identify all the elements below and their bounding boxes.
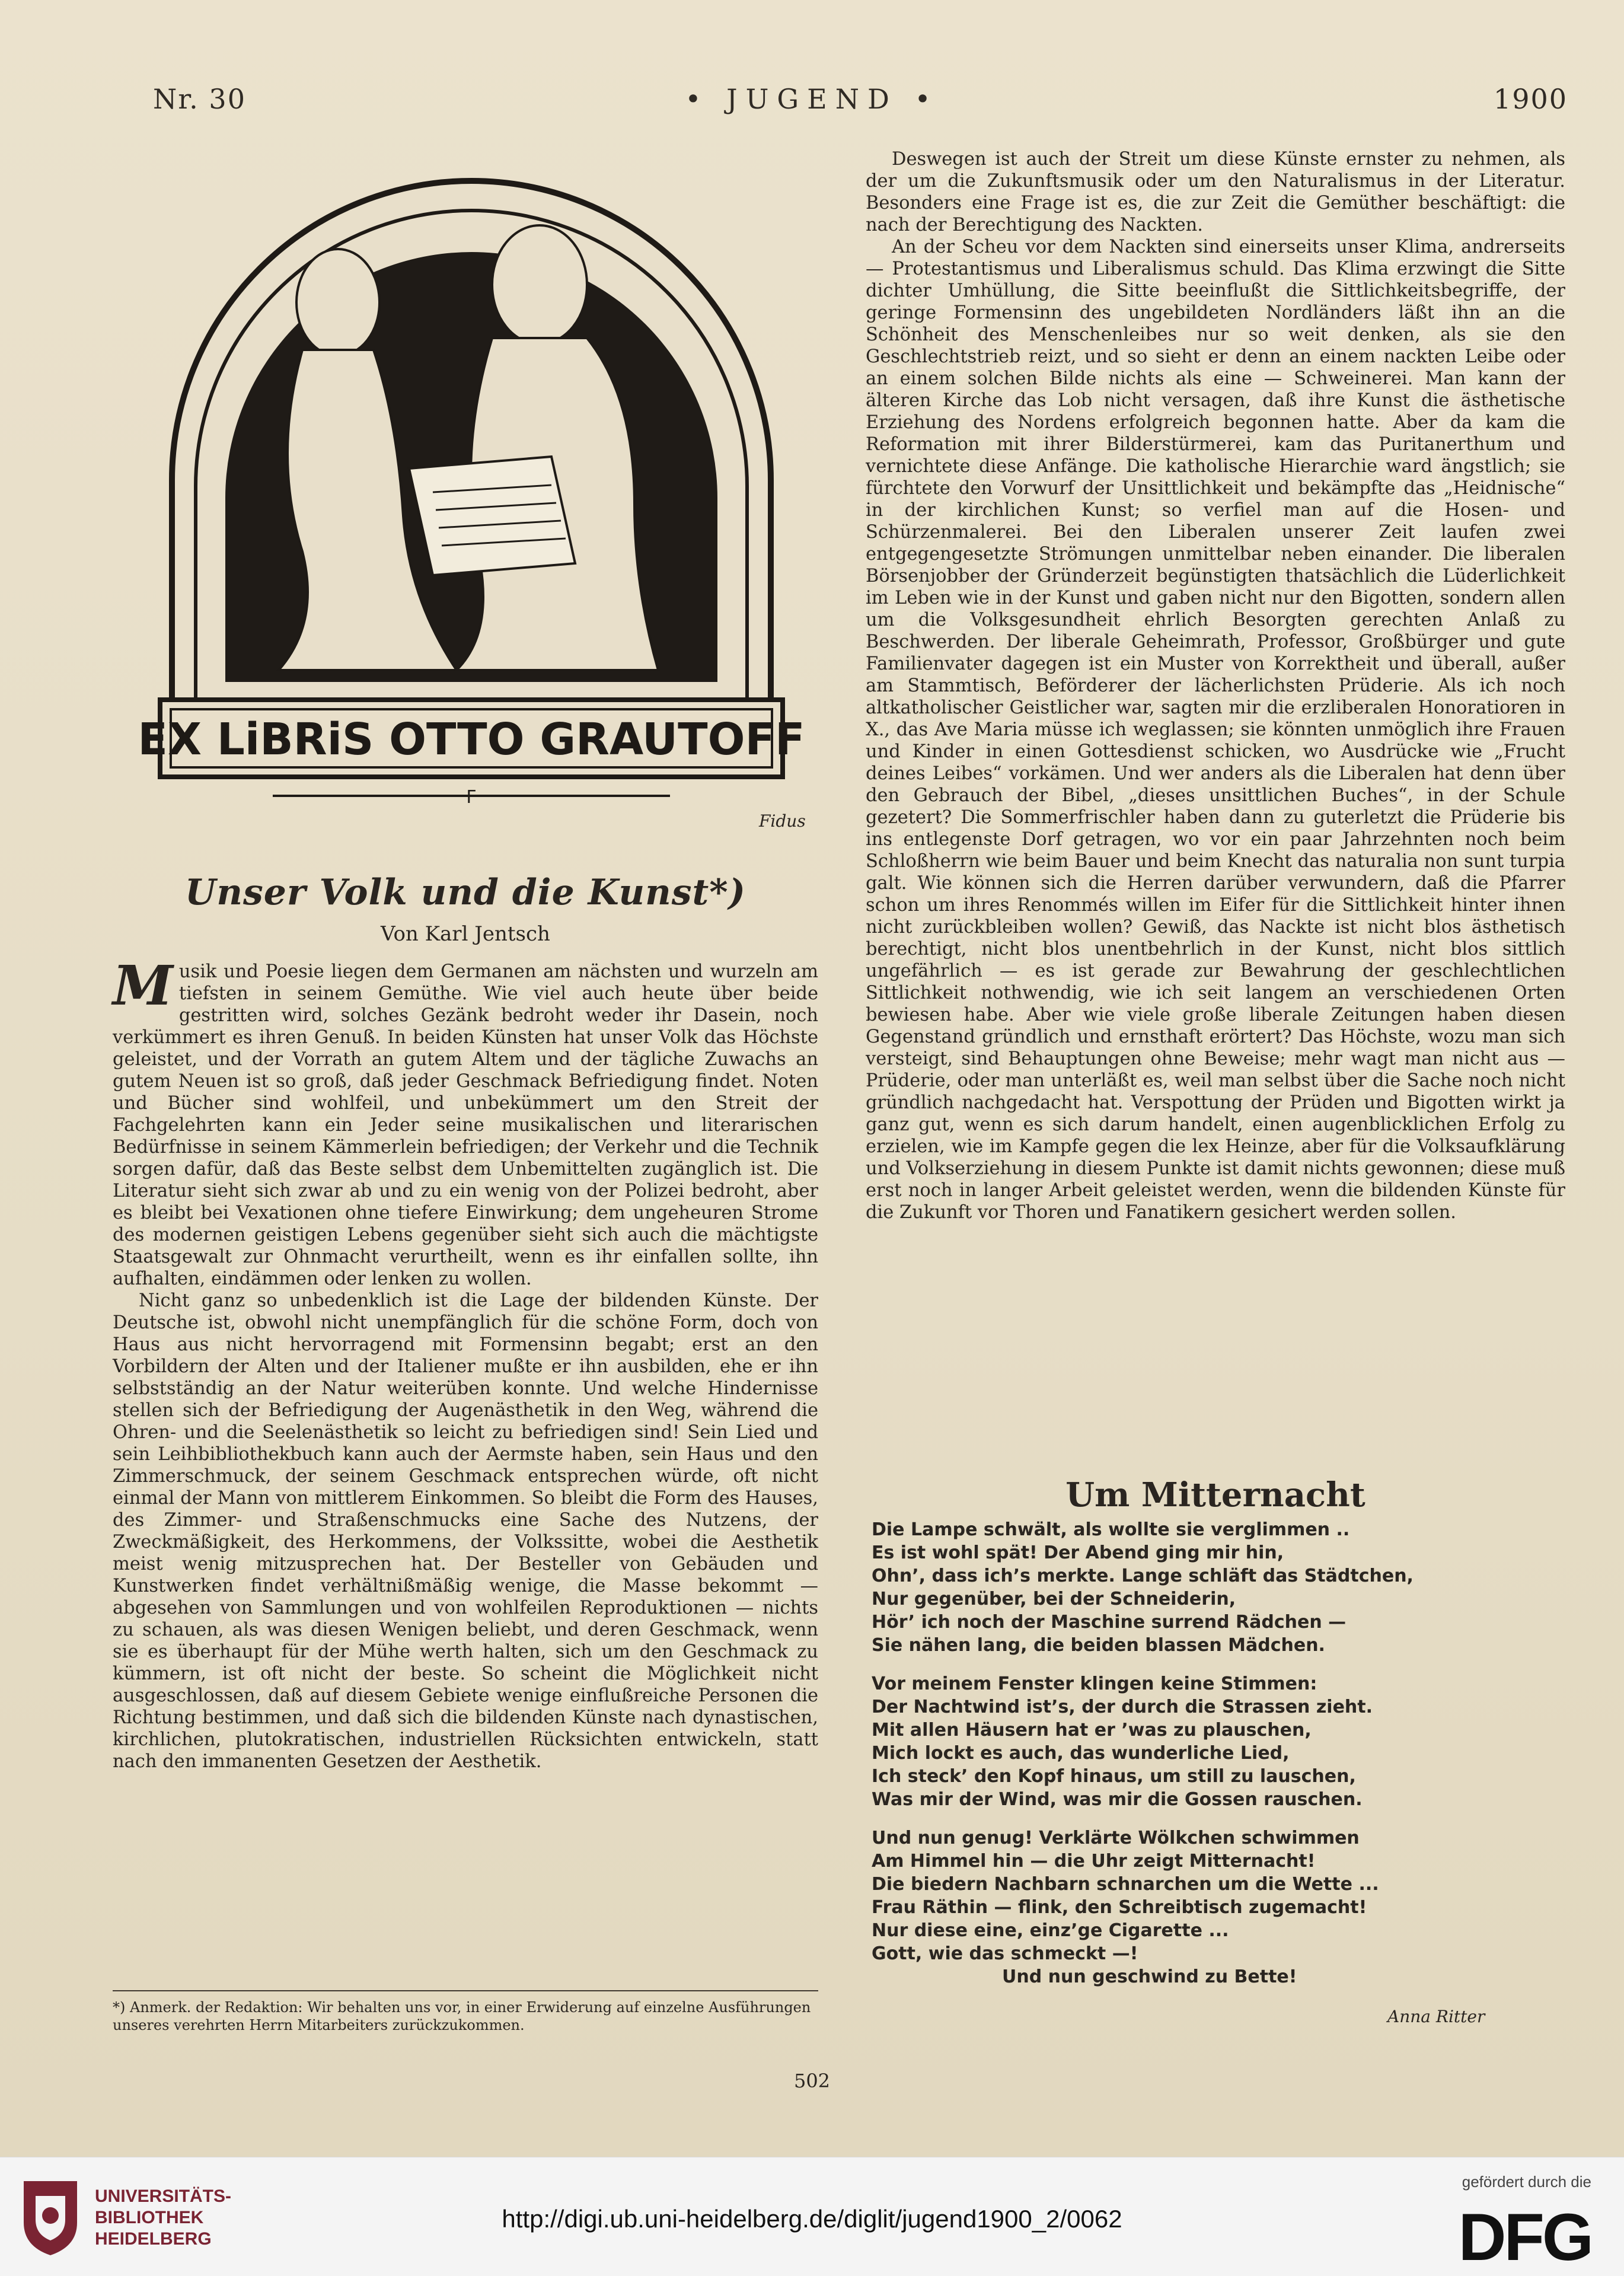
poem-line: Am Himmel hin — die Uhr zeigt Mitternacht!	[872, 1851, 1316, 1872]
poem-line: Nur gegenüber, bei der Schneiderin,	[872, 1589, 1236, 1609]
poem-line: Der Nachtwind ist’s, der durch die Strassen zieht.	[872, 1697, 1373, 1717]
poem-stanza	[872, 1672, 1565, 1811]
artist-signature: Fidus	[759, 811, 806, 831]
paragraph: Nicht ganz so unbedenklich ist die Lage der bildenden Künste. Der Deutsche ist, obwohl nicht unempfänglich für die schöne Form, doch von Haus aus nicht hervorragend mit Formensinn begabt; erst an den Vorbildern der Alten und der Italiener mußte er ihn ausbilden, ehe er ihn selbstständig an der Natur weiterüben konnte. Und welche Hindernisse stellen sich der Befriedigung der Augenästhetik in den Weg, während die Ohren- und die Seelenästhetik so leicht zu befriedigen sind! Sein Lied und sein Leihbibliothekbuch kann auch der Aermste haben, sein Haus und den Zimmerschmuck, der seinem Geschmack entsprechen würde, oft nicht einmal der Mann von mittlerem Einkommen. So bleibt die Form des Hauses, des Zimmer- und Straßenschmucks eine Sache des Nutzens, der Zweckmäßigkeit, des Herkommens, der Volkssitte, wobei die Aesthetik meist wenig mitzusprechen hat. Der Besteller von Gebäuden und Kunstwerken findet verhältnißmäßig wenige, die Masse bekommt — abgesehen von Sammlungen und von wohlfeilen Reproduktionen — nichts zu schauen, als was diesen Wenigen beliebt, und deren Geschmack, wenn sie es überhaupt für der Mühe werth halten, sich um den Geschmack zu kümmern, ist oft nicht der beste. So scheint die Möglichkeit nicht ausgeschlossen, daß auf diesem Gebiete wenige einflußreiche Personen die Richtung bestimmen, und daß sich die bildenden Künste nach dynastischen, kirchlichen, plutokratischen, industriellen Rücksichten entwickeln, statt nach den immanenten Gesetzen der Aesthetik.	[113, 1290, 818, 1772]
exlibris-illustration	[125, 148, 818, 807]
journal-title: • JUGEND •	[685, 83, 939, 115]
page-number: 502	[793, 2070, 831, 2092]
exlibris-monogram: F	[466, 787, 477, 807]
poem-line: Ich steck’ den Kopf hinaus, um still zu lauschen,	[872, 1766, 1356, 1787]
poem-title: Um Mitternacht	[1065, 1475, 1365, 1515]
university-name-line: HEIDELBERG	[95, 2229, 212, 2249]
dfg-logo: DFG	[1458, 2200, 1591, 2274]
article-title: Unser Volk und die Kunst*)	[185, 872, 746, 913]
article-body-right	[866, 148, 1565, 1223]
article-body-left	[113, 954, 818, 1773]
university-name-line: BIBLIOTHEK	[95, 2208, 204, 2227]
poem-line: Es ist wohl spät! Der Abend ging mir hin,	[872, 1542, 1284, 1563]
poem-line: Frau Räthin — flink, den Schreibtisch zugemacht!	[872, 1897, 1367, 1918]
poem-line: Sie nähen lang, die beiden blassen Mädchen.	[872, 1635, 1325, 1656]
poem-line: Vor meinem Fenster klingen keine Stimmen:	[872, 1673, 1317, 1694]
permalink-url[interactable]: http://digi.ub.uni-heidelberg.de/diglit/jugend1900_2/0062	[502, 2205, 1122, 2233]
poem-line: Nur diese eine, einz’ge Cigarette ...	[872, 1920, 1229, 1941]
article-byline: Von Karl Jentsch	[381, 922, 550, 946]
paragraph-text: usik und Poesie liegen dem Germanen am nächsten und wurzeln am tiefsten in seinem Gemüthe. Wie viel auch heute über beide gestritten wird, solches Gezänk bedroht weder ihr Dasein, noch verkümmert es ihren Genuß. In beiden Künsten hat unser Volk das Höchste geleistet, und der Vorrath an gutem Altem und der tägliche Zuwachs an gutem Neuen ist so groß, daß jeder Geschmack Befriedigung findet. Noten und Bücher sind wohlfeil, und unbekümmert um den Streit der Fachgelehrten kann ein Jeder seine musikalischen und literarischen Bedürfnisse in seinem Kämmerlein befriedigen; der Verkehr und die Technik sorgen dafür, daß das Beste selbst dem Unbemittelten zugänglich ist. Die Literatur sieht sich zwar ab und zu ein wenig von der Polizei bedroht, aber es bleibt bei Vexationen ohne tiefere Einwirkung; dem ungeheuren Strome des modernen geistigen Lebens gegenüber sieht sich auch die mächtigste Staatsgewalt zur Ohnmacht verurtheilt, wenn es ihr einfallen sollte, ihn aufhalten, eindämmen oder lenken zu wollen.	[113, 961, 818, 1289]
poem-line: Und nun geschwind zu Bette!	[1002, 1966, 1297, 1987]
poem-line: Ohn’, dass ich’s merkte. Lange schläft das Städtchen,	[872, 1566, 1414, 1586]
poem-line: Hör’ ich noch der Maschine surrend Rädchen —	[872, 1612, 1347, 1633]
paragraph	[113, 954, 818, 1290]
poem-stanza	[872, 1826, 1565, 1988]
year: 1900	[1493, 83, 1568, 115]
university-name-line: UNIVERSITÄTS-	[95, 2186, 232, 2206]
viewer-footer	[0, 2157, 1624, 2276]
drop-cap: M	[113, 954, 173, 1018]
exlibris-banner-text: EX LiBRiS OTTO GRAUTOFF	[138, 714, 805, 765]
poem-line: Mit allen Häusern hat er ’was zu plauschen,	[872, 1720, 1312, 1741]
poem-line: Die Lampe schwält, als wollte sie verglimmen ..	[872, 1519, 1350, 1540]
funding-note: gefördert durch die	[1462, 2173, 1591, 2191]
poem-line: Und nun genug! Verklärte Wölkchen schwimmen	[872, 1828, 1360, 1848]
issue-number: Nr. 30	[153, 83, 246, 115]
paragraph: Deswegen ist auch der Streit um diese Künste ernster zu nehmen, als der um die Zukunftsmusik oder um den Naturalismus in der Literatur. Besonders eine Frage ist es, die zur Zeit die Gemüther beschäftigt: die nach der Berechtigung des Nackten.	[866, 149, 1565, 235]
poem-stanza	[872, 1518, 1565, 1657]
poem-line: Gott, wie das schmeckt —!	[872, 1943, 1138, 1964]
poem-body	[872, 1518, 1565, 2004]
poem-line: Die biedern Nachbarn schnarchen um die Wette ...	[872, 1874, 1379, 1895]
poem-author: Anna Ritter	[1387, 2007, 1485, 2026]
paragraph: An der Scheu vor dem Nackten sind einerseits unser Klima, andrerseits — Protestantismus und Liberalismus schuld. Das Klima erzwingt die Sitte dichter Umhüllung, die Sitte beeinflußt die Sittlichkeitsbegriffe, der geringe Formensinn des ungebildeten Nordländers läßt ihn an die Schönheit des Menschenleibes nur so weit denken, als sie den Geschlechtstrieb reizt, und so sieht er denn an einem nackten Leibe oder an einem solchen Bilde nichts als eine — Schweinerei. Man kann der älteren Kirche das Lob nicht versagen, daß ihre Kunst die ästhetische Erziehung des Nordens erfolgreich begonnen hatte. Aber da kam die Reformation mit ihrer Bilderstürmerei, kam das Puritanerthum und vernichtete diese Anfänge. Die katholische Hierarchie ward ängstlich; sie fürchtete den Vorwurf der Unsittlichkeit und bekämpfte das „Heidnische“ in der kirchlichen Kunst; so verfiel man auf die Hosen- und Schürzenmalerei. Bei den Liberalen unserer Zeit laufen zwei entgegengesetzte Strömungen unmittelbar neben einander. Die liberalen Börsenjobber der Gründerzeit begünstigten thatsächlich die Lüderlichkeit im Leben wie in der Kunst und gaben nicht nur den Bigotten, sondern allen um die Volksgesundheit ehrlich Besorgten gerechten Anlaß zu Beschwerden. Der liberale Geheimrath, Professor, Großbürger und gute Familienvater dagegen ist ein Muster von Korrektheit und überall, außer am Stammtisch, Beförderer der lächerlichsten Prüderie. Als ich noch altkatholischer Geistlicher war, sagten mir die erzliberalen Honoratioren in X., das Ave Maria müsse ich weglassen; sie könnten unmöglich ihre Frauen und Kinder in einen Gottesdienst schicken, wo Ausdrücke wie „Frucht deines Leibes“ vorkämen. Und wer anders als die Liberalen hat denn über den Gebrauch der Bibel, „dieses unsittlichen Buches“, in der Schule gezetert? Die Sommerfrischler haben dann zu guterletzt die Prüderie bis ins entlegenste Dorf getragen, wo vor ein paar Jahrzehnten noch beim Schloßherrn wie beim Bauer und beim Knecht das naturalia non sunt turpia galt. Wie können sich die Herren darüber verwundern, daß die Pfarrer schon um ihres Renommés willen im Eifer für die Sittlichkeit hinter ihnen nicht zurückbleiben wollen? Gewiß, das Nackte ist nicht blos ästhetisch berechtigt, nicht blos unentbehrlich in der Kunst, nicht blos sittlich ungefährlich — es ist gerade zur Bewahrung der geschlechtlichen Sittlichkeit nothwendig, wie ich seit langem an verschiedenen Orten bewiesen habe. Aber wie viele große liberale Zeitungen haben diesen Gegenstand gründlich und ernsthaft erörtert? Das Höchste, wozu man sich versteigt, sind Behauptungen ohne Beweise; mehr wagt man nicht aus — Prüderie, oder man unterläßt es, weil man selbst über die Sache noch nicht gründlich nachgedacht hat. Verspottung der Prüden und Bigotten wirkt ja ganz gut, wenn es sich darum handelt, einen augenblicklichen Erfolg zu erzielen, wie im Kampfe gegen die lex Heinze, aber für die Volksaufklärung und Volkserziehung in diesem Punkte ist damit nichts gewonnen; diese muß erst noch in langer Arbeit geleistet werden, wenn die bildenden Künste für die Zukunft vor Thoren und Fanatikern gesichert werden sollen.	[866, 237, 1565, 1223]
poem-line: Mich lockt es auch, das wunderliche Lied,	[872, 1743, 1290, 1764]
footnote: *) Anmerk. der Redaktion: Wir behalten uns vor, in einer Erwiderung auf einzelne Ausführungen unseres verehrten Herrn Mitarbeiters zurückzukommen.	[113, 1990, 818, 2034]
poem-line: Was mir der Wind, was mir die Gossen rauschen.	[872, 1789, 1363, 1810]
